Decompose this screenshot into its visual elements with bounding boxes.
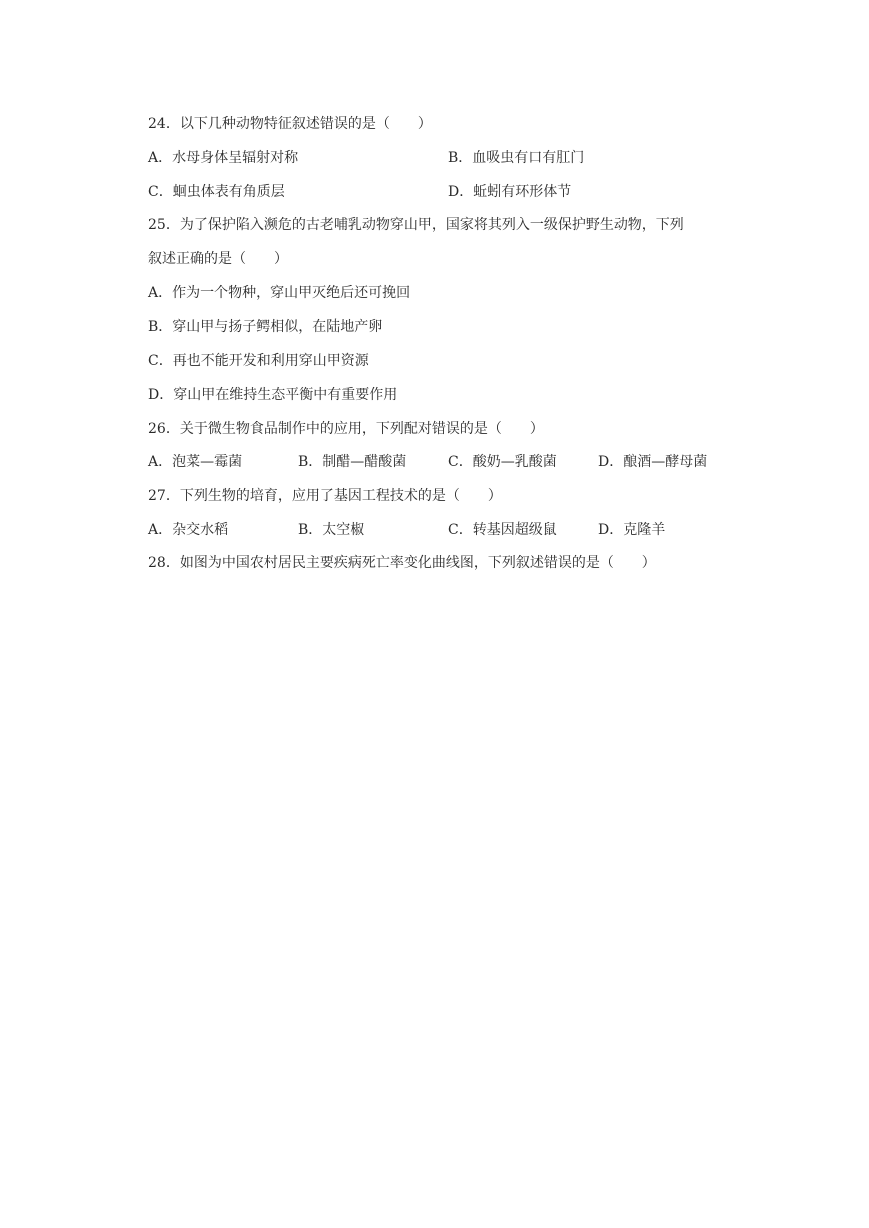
question-25-option-c: C．再也不能开发和利用穿山甲资源 bbox=[148, 353, 369, 369]
question-24-option-b: B．血吸虫有口有肛门 bbox=[448, 150, 585, 166]
question-25-option-b: B．穿山甲与扬子鳄相似，在陆地产卵 bbox=[148, 319, 383, 335]
question-24-option-c: C．蛔虫体表有角质层 bbox=[148, 184, 285, 200]
question-24-option-a: A．水母身体呈辐射对称 bbox=[148, 150, 299, 166]
question-27-option-c: C．转基因超级鼠 bbox=[448, 522, 557, 538]
question-26-option-b: B．制醋—醋酸菌 bbox=[298, 454, 407, 470]
question-25-stem-line1: 25．为了保护陷入濒危的古老哺乳动物穿山甲，国家将其列入一级保护野生动物，下列 bbox=[148, 217, 684, 233]
question-27-option-b: B．太空椒 bbox=[298, 522, 365, 538]
question-28-stem: 28．如图为中国农村居民主要疾病死亡率变化曲线图，下列叙述错误的是（ ） bbox=[148, 555, 656, 571]
question-25-option-d: D．穿山甲在维持生态平衡中有重要作用 bbox=[148, 387, 398, 403]
question-26-option-a: A．泡菜—霉菌 bbox=[148, 454, 243, 470]
question-26-stem: 26．关于微生物食品制作中的应用，下列配对错误的是（ ） bbox=[148, 421, 544, 437]
question-24-option-d: D．蚯蚓有环形体节 bbox=[448, 184, 572, 200]
question-25-option-a: A．作为一个物种，穿山甲灭绝后还可挽回 bbox=[148, 285, 411, 301]
question-27-option-d: D．克隆羊 bbox=[598, 522, 666, 538]
question-24-stem: 24．以下几种动物特征叙述错误的是（ ） bbox=[148, 116, 432, 132]
question-27-stem: 27．下列生物的培育，应用了基因工程技术的是（ ） bbox=[148, 488, 502, 504]
question-26-option-d: D．酿酒—酵母菌 bbox=[598, 454, 708, 470]
question-26-option-c: C．酸奶—乳酸菌 bbox=[448, 454, 557, 470]
question-27-option-a: A．杂交水稻 bbox=[148, 522, 229, 538]
question-25-stem-line2: 叙述正确的是（ ） bbox=[148, 251, 288, 267]
